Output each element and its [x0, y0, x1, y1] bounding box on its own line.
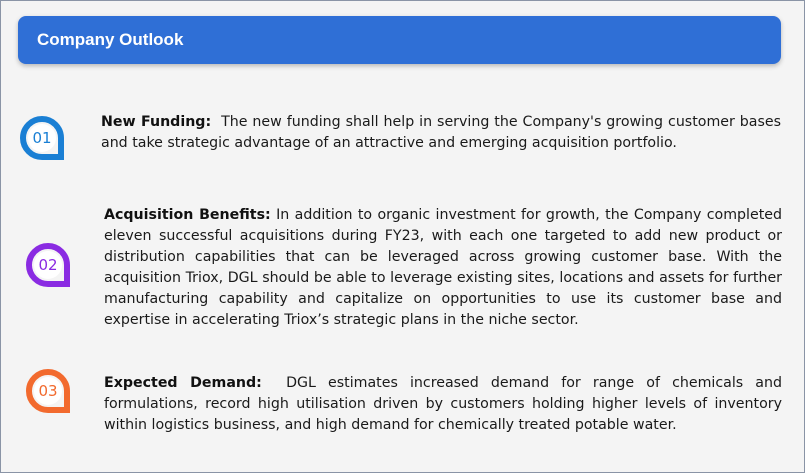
page-title: Company Outlook: [18, 16, 781, 64]
badge-number: 03: [38, 382, 58, 400]
item-heading: Acquisition Benefits:: [104, 207, 271, 223]
outlook-item-03: [104, 373, 782, 436]
item-heading: Expected Demand:: [104, 375, 262, 391]
badge-number: 02: [38, 256, 58, 274]
badge-number: 01: [32, 129, 52, 147]
item-body: The new funding shall help in serving the Company's growing customer bases and take strategic advantage of an attractive and emerging acquisition portfolio.: [101, 114, 781, 151]
item-body: DGL estimates increased demand for range of chemicals and formulations, record high utilisation driven by customers holding higher levels of inventory within logistics business, and high demand for chemically treated potable water.: [104, 375, 782, 433]
item-heading: New Funding:: [101, 114, 212, 130]
badge-01: [19, 115, 65, 161]
outlook-item-01: [101, 112, 781, 154]
outlook-item-02: [104, 205, 782, 331]
item-body: In addition to organic investment for growth, the Company completed eleven successful acquisitions during FY23, with each one targeted to add new product or distribution capabilities that can be leveraged across growing customer base. With the acquisition Triox, DGL should be able to leverage existing sites, locations and assets for further manufacturing capability and capitalize on opportunities to use its customer base and expertise in accelerating Triox’s strategic plans in the niche sector.: [104, 207, 782, 328]
badge-02: [25, 242, 71, 288]
badge-03: [25, 368, 71, 414]
